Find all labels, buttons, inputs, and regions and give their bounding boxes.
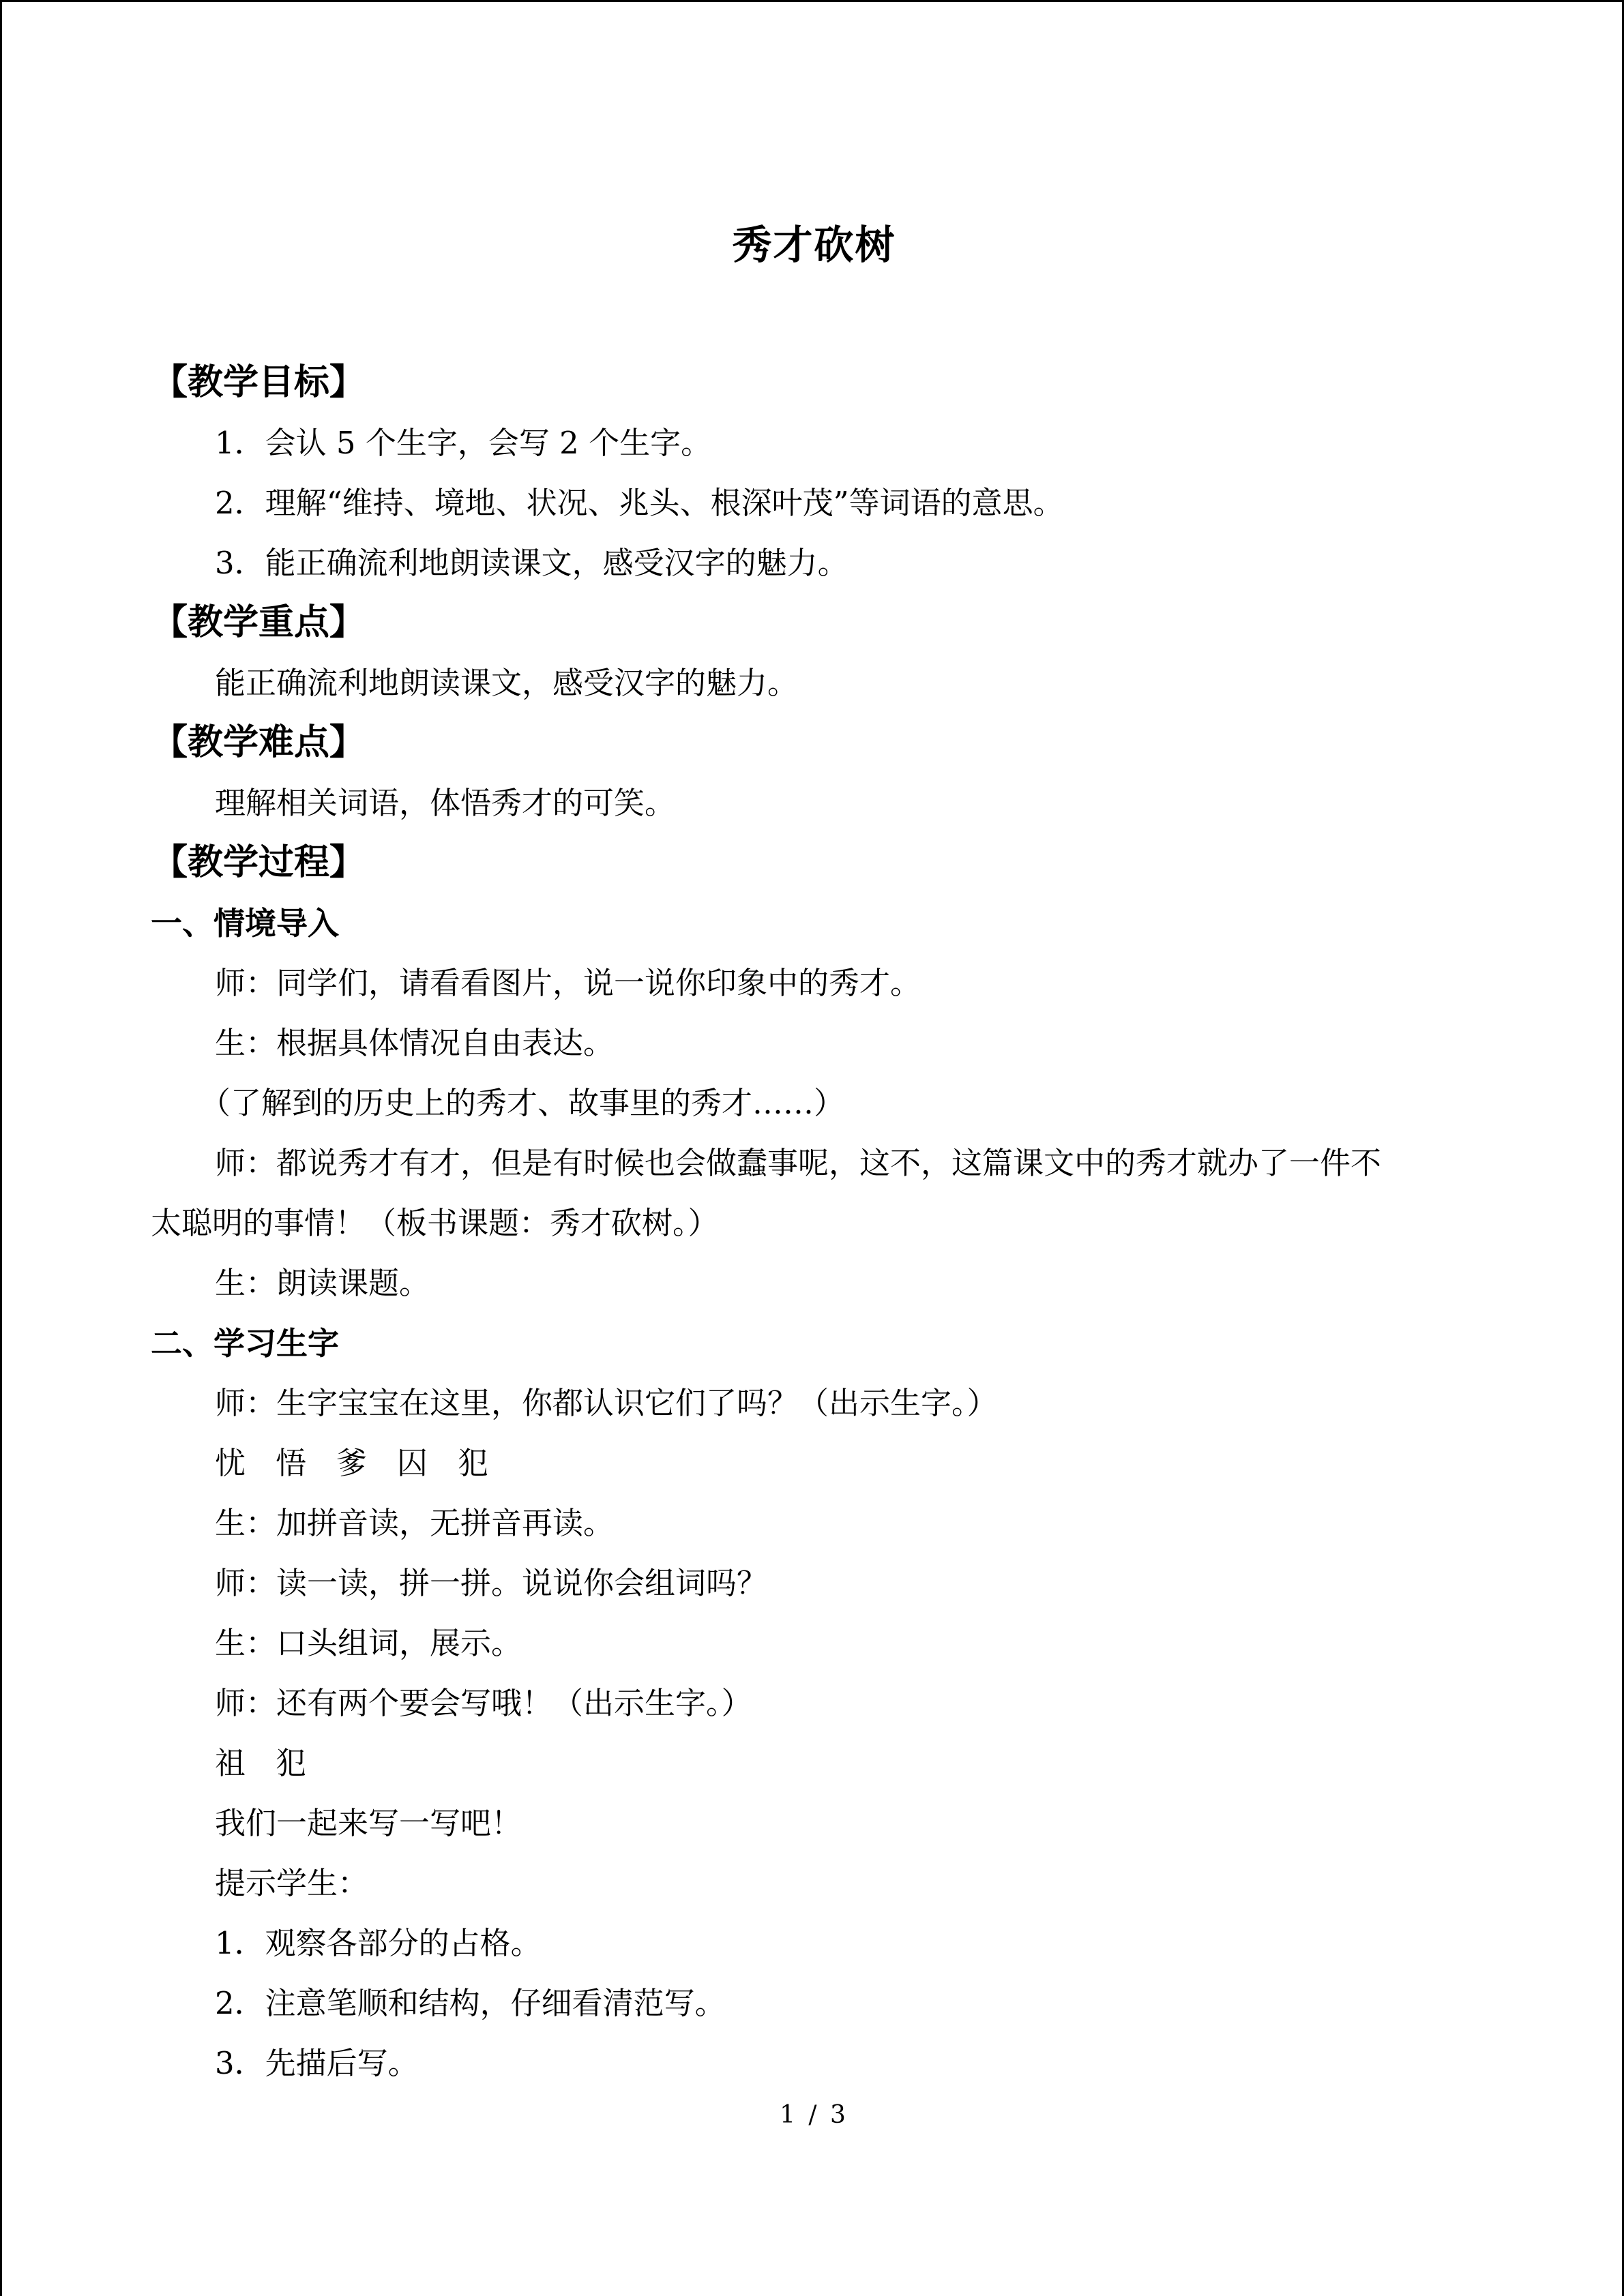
part1-line-6: 生：朗读课题。: [215, 1265, 430, 1301]
section-heading-difficulties: 【教学难点】: [152, 722, 366, 763]
part2-line-3: 生：加拼音读，无拼音再读。: [215, 1505, 615, 1541]
goal-item-2: 2．理解“维持、境地、状况、兆头、根深叶茂”等词语的意思。: [215, 485, 1064, 521]
part2-line-1: 师：生字宝宝在这里，你都认识它们了吗？（出示生字。）: [215, 1385, 998, 1421]
page-number: 1 / 3: [780, 2101, 848, 2129]
part1-line-2: 生：根据具体情况自由表达。: [215, 1025, 615, 1061]
part1-heading: 一、情境导入: [151, 905, 339, 942]
part2-line-11: 2．注意笔顺和结构，仔细看清范写。: [215, 1985, 726, 2021]
part2-line-6: 师：还有两个要会写哦！（出示生字。）: [215, 1685, 752, 1721]
part1-line-4: 师：都说秀才有才，但是有时候也会做蠢事呢，这不，这篇课文中的秀才就办了一件不: [215, 1145, 1382, 1181]
new-characters-write: 祖犯: [215, 1745, 337, 1781]
difficulties-text: 理解相关词语，体悟秀才的可笑。: [215, 785, 676, 821]
part2-line-9: 提示学生：: [215, 1865, 369, 1901]
new-characters-read: 忧悟爹囚犯: [215, 1445, 519, 1481]
part2-line-8: 我们一起来写一写吧！: [215, 1805, 522, 1841]
part1-line-1: 师：同学们，请看看图片，说一说你印象中的秀才。: [215, 965, 921, 1001]
section-heading-process: 【教学过程】: [152, 842, 366, 883]
part2-line-4: 师：读一读，拼一拼。说说你会组词吗？: [215, 1565, 768, 1601]
goal-item-3: 3．能正确流利地朗读课文，感受汉字的魅力。: [215, 545, 848, 581]
goal-item-1: 1．会认 5 个生字，会写 2 个生字。: [215, 425, 712, 461]
section-heading-key-points: 【教学重点】: [152, 602, 366, 643]
part2-line-10: 1．观察各部分的占格。: [215, 1925, 542, 1961]
document-title: 秀才砍树: [732, 222, 896, 268]
part2-line-12: 3．先描后写。: [215, 2045, 419, 2081]
part2-heading: 二、学习生字: [151, 1325, 339, 1362]
part1-line-5: 太聪明的事情！（板书课题：秀才砍树。）: [151, 1205, 719, 1241]
key-points-text: 能正确流利地朗读课文，感受汉字的魅力。: [215, 665, 799, 701]
section-heading-goals: 【教学目标】: [152, 362, 366, 403]
part1-line-3: （了解到的历史上的秀才、故事里的秀才……）: [200, 1085, 845, 1121]
part2-line-5: 生：口头组词，展示。: [215, 1625, 522, 1661]
